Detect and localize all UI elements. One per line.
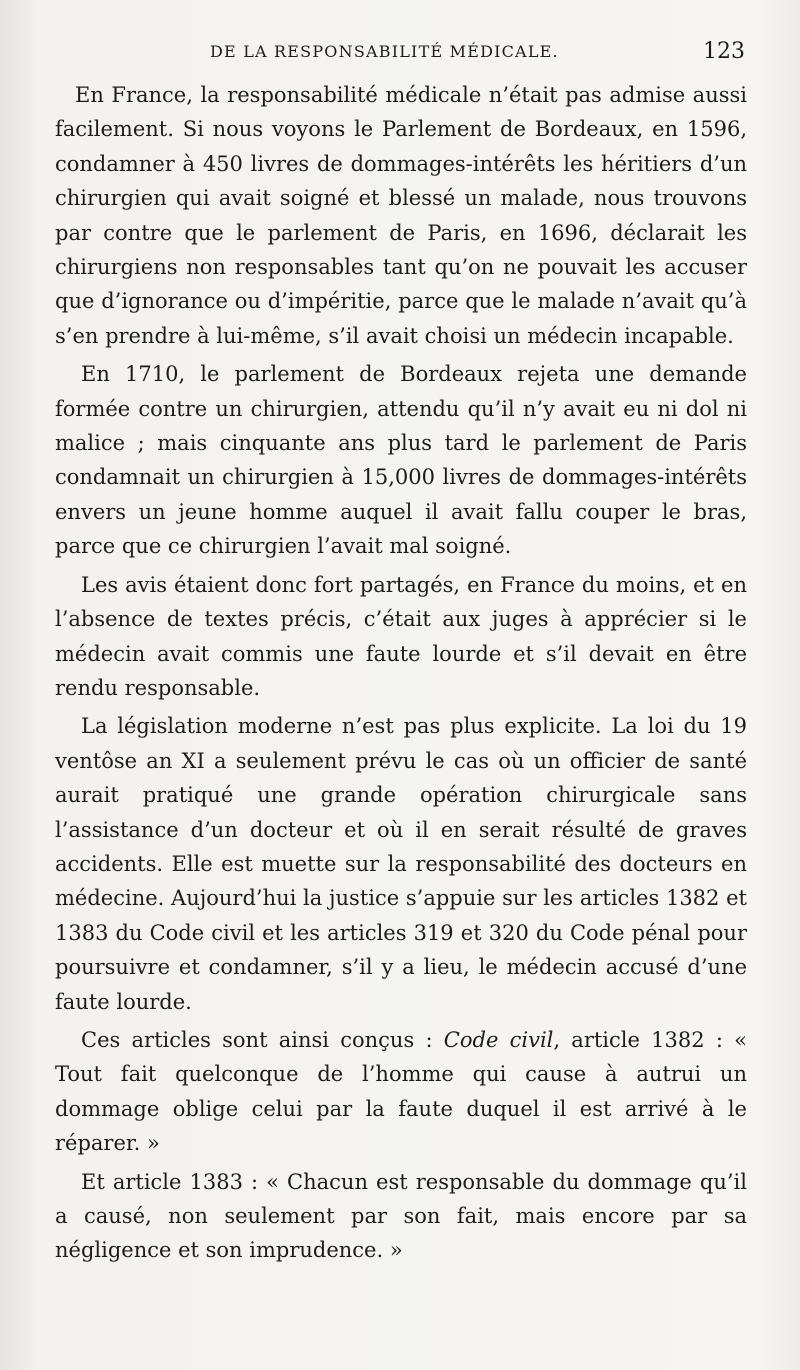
paragraph-5-lead: Ces articles sont ainsi conçus :	[81, 1027, 444, 1052]
paragraph-3: Les avis étaient donc fort partagés, en France du moins, et en l’absence de textes précis, c’était aux juges à apprécier si le médecin avait commis une faute lourde et s’il devait en être rendu responsable.	[55, 572, 747, 700]
page-number: 123	[703, 39, 745, 64]
paragraph-2: En 1710, le parlement de Bordeaux rejeta une demande formée contre un chirurgien, attendu qu’il n’y avait eu ni dol ni malice ; mais cinquante ans plus tard le parlement de Paris condamnait un chirurgien à 15,000 livres de dommages-intérêts envers un jeune homme auquel il avait fallu couper le bras, parce que ce chirurgien l’avait mal soigné.	[55, 362, 747, 559]
body-text	[55, 78, 747, 1272]
code-civil-title: Code civil	[443, 1027, 554, 1052]
paragraph-6: Et article 1383 : « Chacun est responsable du dommage qu’il a causé, non seulement par son fait, mais encore par sa négligence et son imprudence. »	[55, 1169, 747, 1263]
paragraph-5	[55, 1023, 747, 1161]
paragraph-4: La législation moderne n’est pas plus explicite. La loi du 19 ventôse an XI a seulement prévu le cas où un officier de santé aurait pratiqué une grande opération chirurgicale sans l’assistance d’un docteur et où il en serait résulté de graves accidents. Elle est muette sur la responsabilité des docteurs en médecine. Aujourd’hui la justice s’appuie sur les articles 1382 et 1383 du Code civil et les articles 319 et 320 du Code pénal pour poursuivre et condamner, s’il y a lieu, le médecin accusé d’une faute lourde.	[55, 714, 747, 1014]
running-title: DE LA RESPONSABILITÉ MÉDICALE.	[210, 42, 559, 61]
paragraph-1: En France, la responsabilité médicale n’était pas admise aussi facilement. Si nous voyons le Parlement de Bordeaux, en 1596, condamner à 450 livres de dommages-intérêts les héritiers d’un chirurgien qui avait soigné et blessé un malade, nous trouvons par contre que le parlement de Paris, en 1696, déclarait les chirurgiens non responsables tant qu’on ne pouvait les accuser que d’ignorance ou d’impéritie, parce que le malade n’avait qu’à s’en prendre à lui-même, s’il avait choisi un médecin incapable.	[55, 83, 747, 348]
page-header	[55, 39, 745, 72]
paragraph-5-rest: , article 1382 : « Tout fait quelconque de l’homme qui cause à autrui un dommage oblige celui par la faute duquel il est arrivé à le réparer. »	[55, 1027, 747, 1156]
